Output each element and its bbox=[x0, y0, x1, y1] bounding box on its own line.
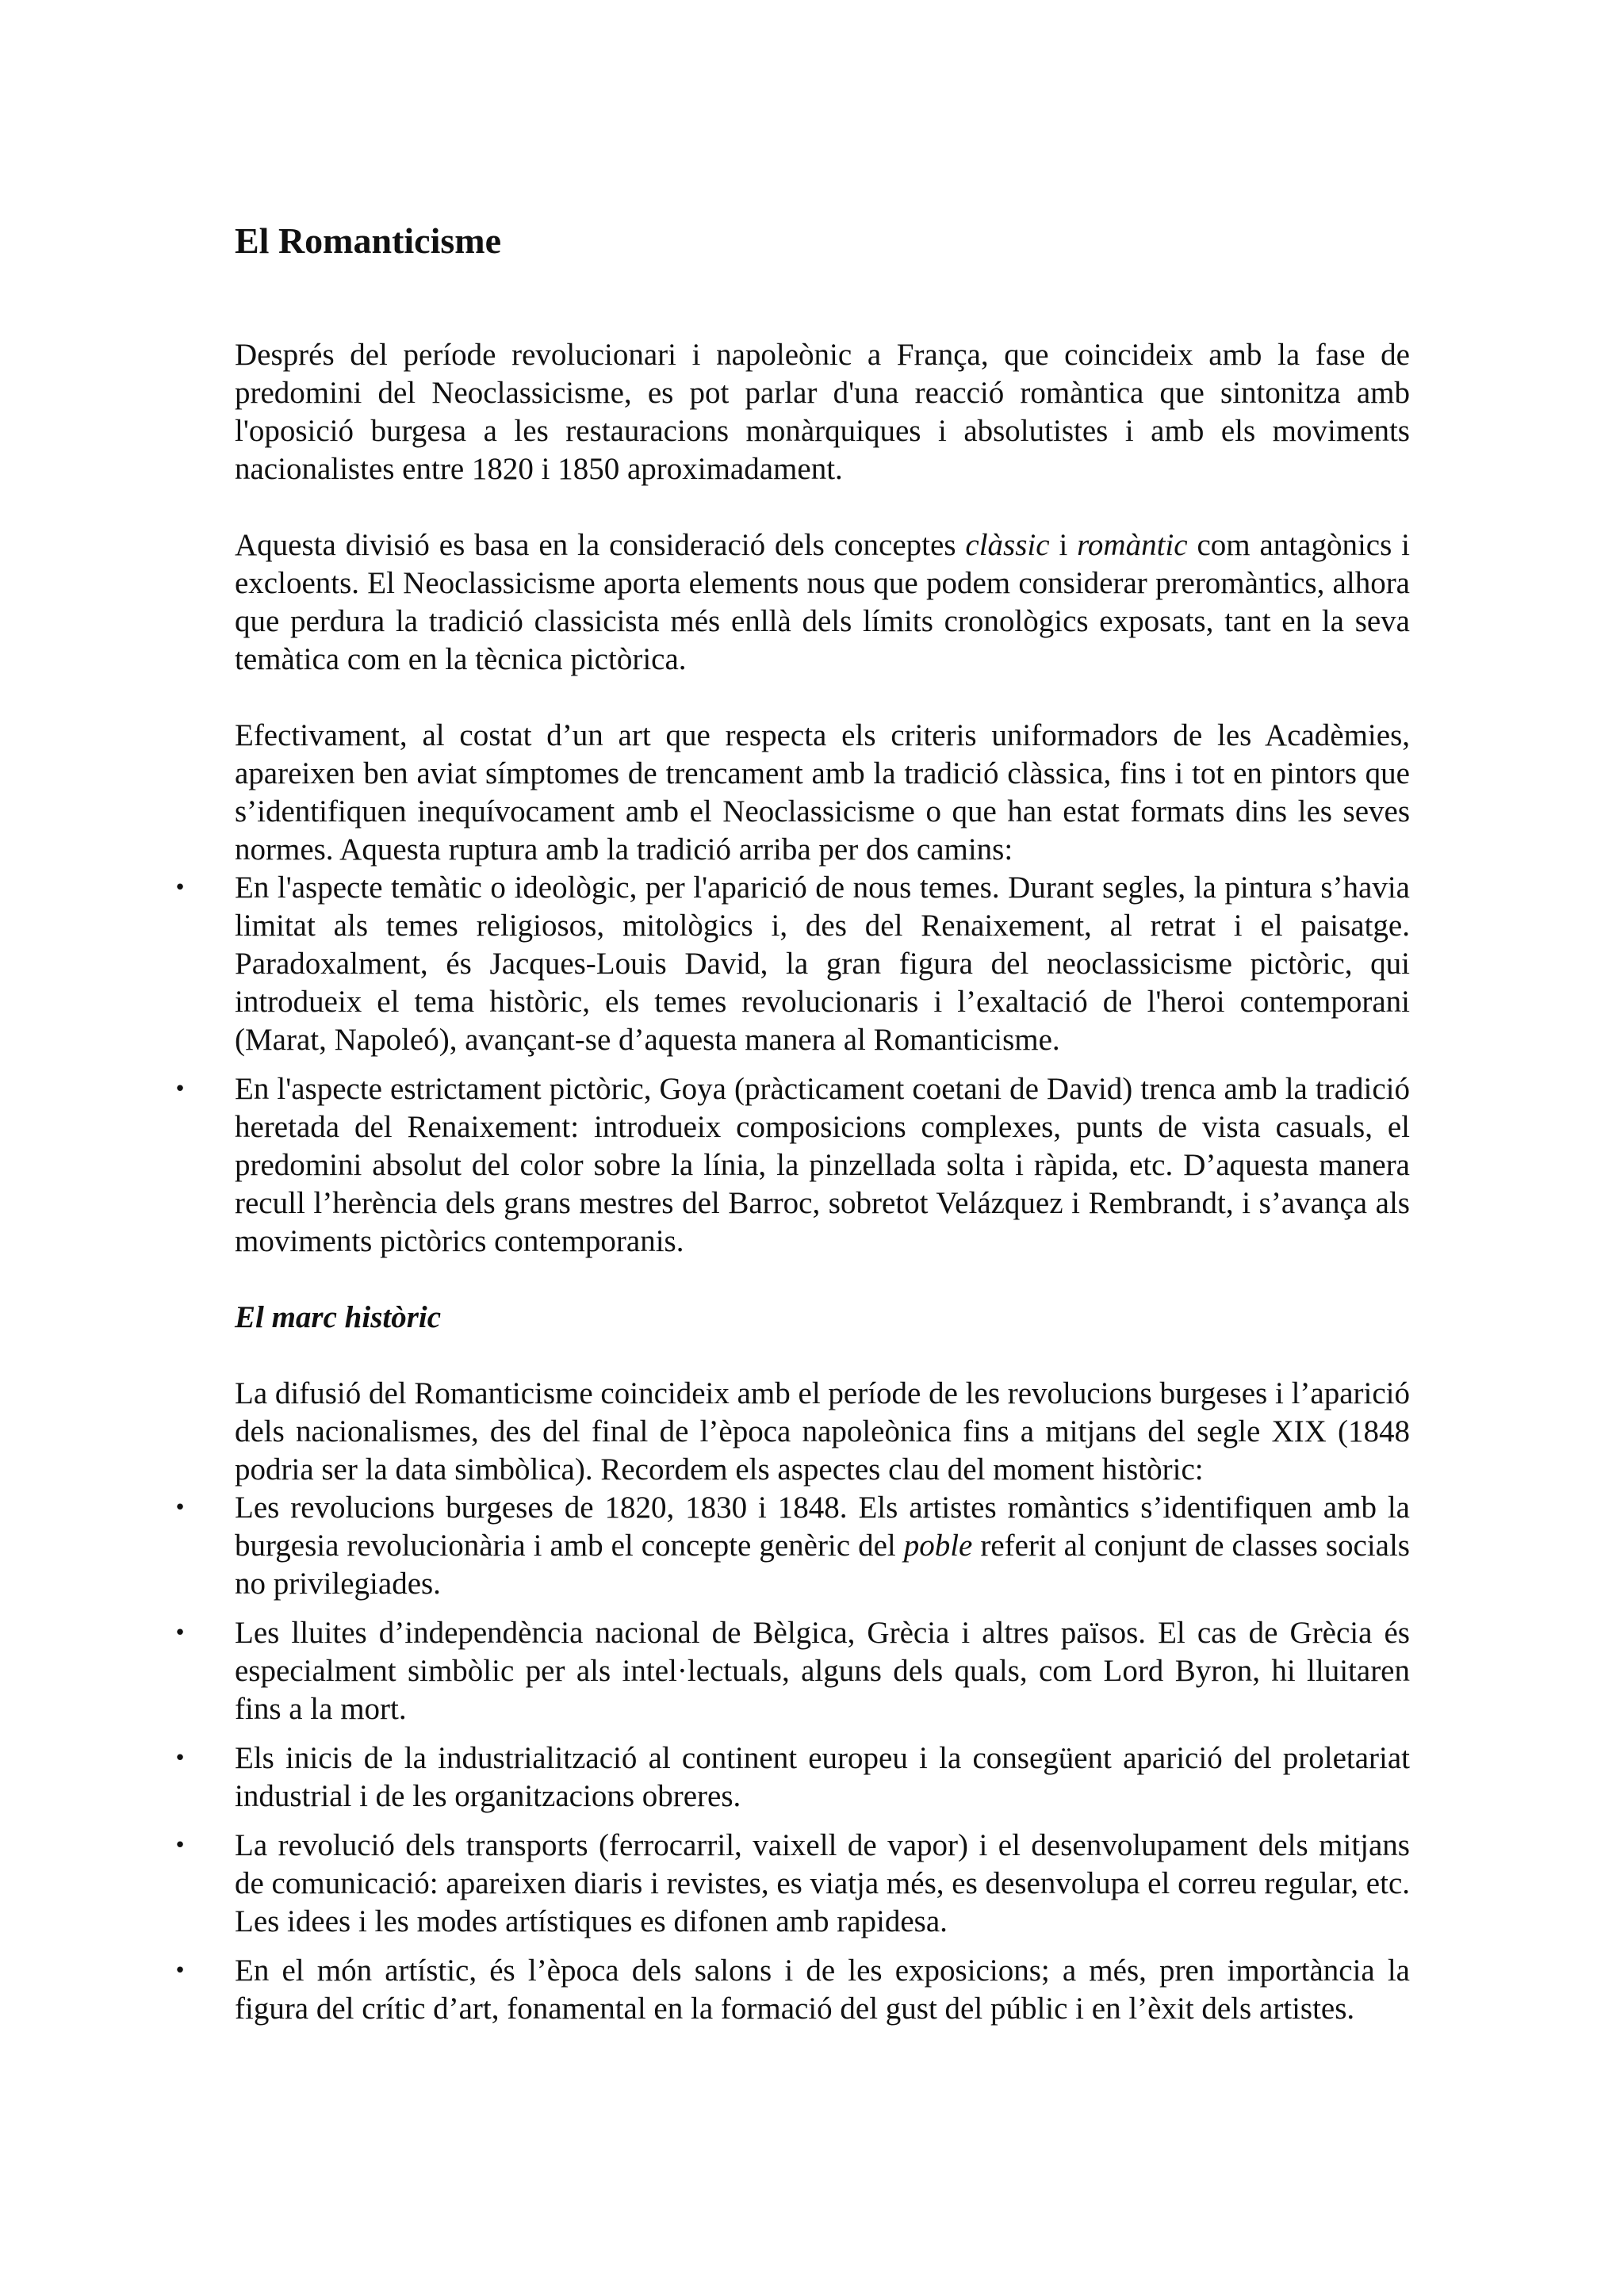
bullet-icon: • bbox=[174, 1621, 186, 1645]
intro-paragraph-1: Després del període revolucionari i napoleònic a França, que coincideix amb la fase de predomini del Neoclassicisme, es pot parlar d'una reacció romàntica que sintonitza amb l'oposició burgesa a les restauracions monàrquiques i absolutistes i amb els moviments nacionalistes entre 1820 i 1850 aproximadament. bbox=[235, 338, 1410, 486]
bullet-icon: • bbox=[174, 1834, 186, 1858]
bullet-icon: • bbox=[174, 1959, 186, 1983]
bullet-icon: • bbox=[174, 876, 186, 900]
term-romantic: romàntic bbox=[1077, 528, 1188, 562]
term-classic: clàssic bbox=[965, 528, 1050, 562]
bullet-icon: • bbox=[174, 1496, 186, 1520]
list-item: • Els inicis de la industrialització al continent europeu i la consegüent aparició del proletariat industrial i de les organitzacions obreres. bbox=[235, 1739, 1410, 1816]
section-heading: El marc històric bbox=[235, 1300, 442, 1334]
list-item: • En l'aspecte estrictament pictòric, Goya (pràcticament coetani de David) trenca amb la tradició heretada del Renaixement: introdueix composicions complexes, punts de vista casuals, el predomini absolut del color sobre la línia, la pinzellada solta i ràpida, etc. D’aquesta manera recull l’herència dels grans mestres del Barroc, sobretot Velázquez i Rembrandt, i s’avança als moviments pictòrics contemporanis. bbox=[235, 1070, 1410, 1261]
intro-bullet-list bbox=[174, 869, 1410, 1261]
bullet-icon: • bbox=[174, 1077, 186, 1101]
list-item: • En el món artístic, és l’època dels salons i de les exposicions; a més, pren importància la figura del crític d’art, fonamental en la formació del gust del públic i en l’èxit dels artistes. bbox=[235, 1952, 1410, 2028]
section-paragraph-1: La difusió del Romanticisme coincideix amb el període de les revolucions burgeses i l’aparició dels nacionalismes, des del final de l’època napoleònica fins a mitjans del segle XIX (1848 podria ser la data simbòlica). Recordem els aspectes clau del moment històric: bbox=[235, 1376, 1410, 1487]
list-item: • Les revolucions burgeses de 1820, 1830 i 1848. Els artistes romàntics s’identifiquen amb la burgesia revolucionària i amb el concepte genèric del poble referit al conjunt de classes socials no privilegiades. bbox=[235, 1489, 1410, 1603]
term-poble: poble bbox=[903, 1529, 973, 1563]
intro-paragraph-2: Aquesta divisió es basa en la consideració dels conceptes clàssic i romàntic com antagònics i excloents. El Neoclassicisme aporta elements nous que podem considerar preromàntics, alhora que perdura la tradició classicista més enllà dels límits cronològics exposats, tant en la seva temàtica com en la tècnica pictòrica. bbox=[235, 528, 1410, 676]
page-title: El Romanticisme bbox=[235, 220, 502, 261]
bullet-icon: • bbox=[174, 1747, 186, 1770]
list-item: • La revolució dels transports (ferrocarril, vaixell de vapor) i el desenvolupament dels mitjans de comunicació: apareixen diaris i revistes, es viatja més, es desenvolupa el correu regular, etc. Les idees i les modes artístiques es difonen amb rapidesa. bbox=[235, 1827, 1410, 1941]
list-item: • En l'aspecte temàtic o ideològic, per l'aparició de nous temes. Durant segles, la pintura s’havia limitat als temes religiosos, mitològics i, des del Renaixement, al retrat i el paisatge. Paradoxalment, és Jacques-Louis David, la gran figura del neoclassicisme pictòric, qui introdueix el tema històric, els temes revolucionaris i l’exaltació de l'heroi contemporani (Marat, Napoleó), avançant-se d’aquesta manera al Romanticisme. bbox=[235, 869, 1410, 1059]
section-bullet-list bbox=[174, 1489, 1410, 2028]
list-item: • Les lluites d’independència nacional de Bèlgica, Grècia i altres països. El cas de Grècia és especialment simbòlic per als intel·lectuals, alguns dels quals, com Lord Byron, hi lluitaren fins a la mort. bbox=[235, 1614, 1410, 1728]
intro-paragraph-3: Efectivament, al costat d’un art que respecta els criteris uniformadors de les Acadèmies, apareixen ben aviat símptomes de trencament amb la tradició clàssica, fins i tot en pintors que s’identifiquen inequívocament amb el Neoclassicisme o que han estat formats dins les seves normes. Aquesta ruptura amb la tradició arriba per dos camins: bbox=[235, 718, 1410, 867]
document-body bbox=[174, 336, 1410, 2028]
